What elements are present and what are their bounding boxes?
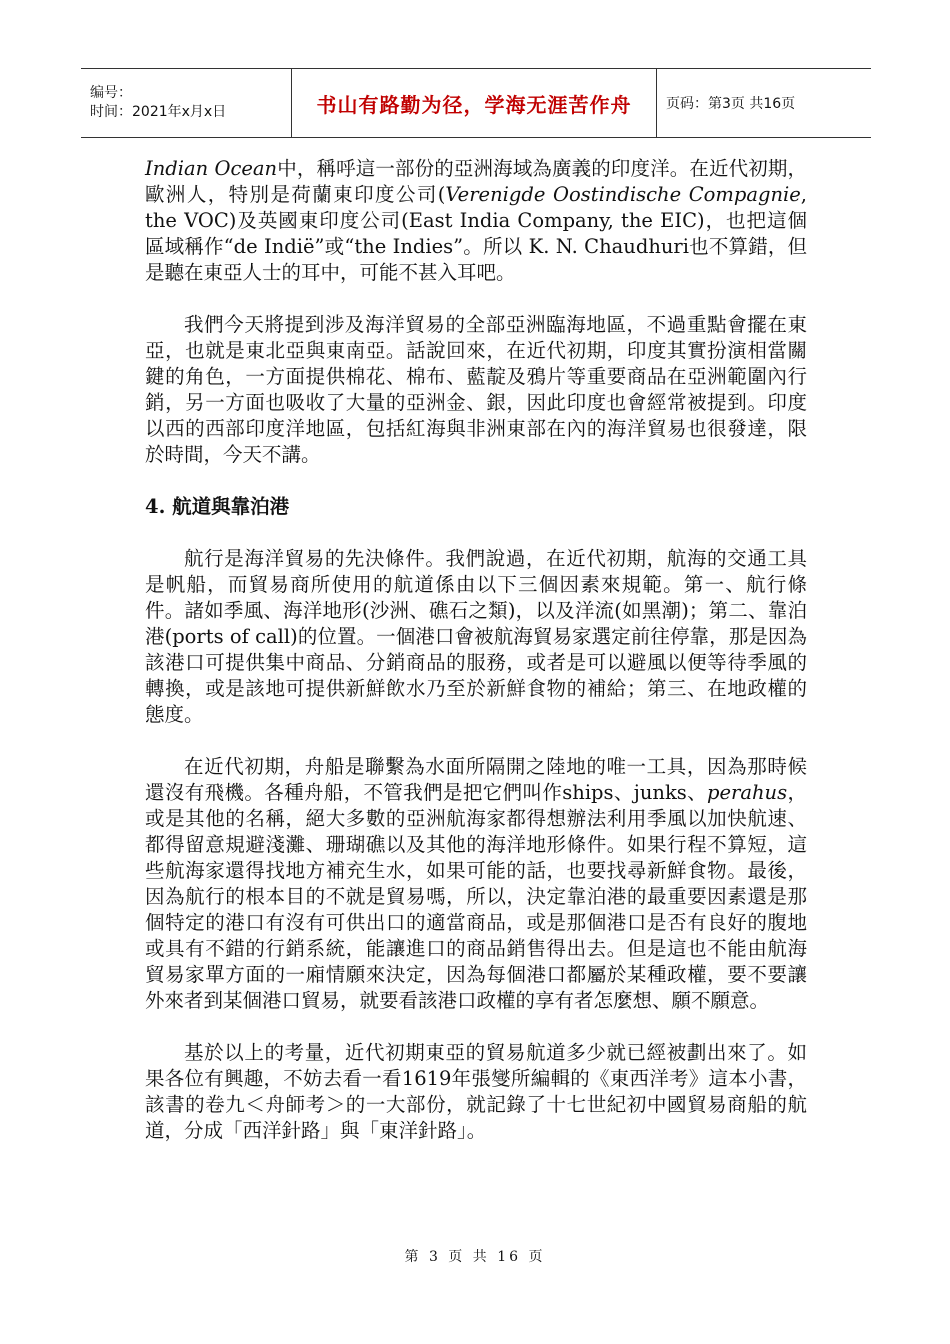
- paragraph-5: 基於以上的考量，近代初期東亞的貿易航道多少就已經被劃出來了。如果各位有興趣，不妨去看一看1619年張燮所編輯的《東西洋考》這本小書，該書的卷九＜舟師考＞的一大部份，就記錄了十七世紀初中國貿易商船的航道，分成「西洋針路」與「東洋針路」。: [145, 1041, 807, 1142]
- header-motto-cell: [292, 69, 657, 137]
- header-number: 编号：: [90, 85, 132, 101]
- header-motto: 书山有路勤为径，学海无涯苦作舟: [316, 92, 632, 117]
- italic-term: perahus: [707, 781, 788, 804]
- header-page-cell: [657, 69, 871, 137]
- paragraph-text: 中，稱呼這一部份的亞洲海域為廣義的印度洋。在近代初期，歐洲人，特別是荷蘭東印度公司(: [145, 157, 807, 206]
- paragraph-4: [145, 754, 807, 1014]
- header-meta: [81, 69, 292, 137]
- paragraph-1: [145, 156, 807, 286]
- paragraph-2: 我們今天將提到涉及海洋貿易的全部亞洲臨海地區，不過重點會擺在東亞，也就是東北亞與東南亞。話說回來，在近代初期，印度其實扮演相當關鍵的角色，一方面提供棉花、棉布、藍靛及鴉片等重要商品在亞洲範圍內行銷，另一方面也吸收了大量的亞洲金、銀，因此印度也會經常被提到。印度以西的西部印度洋地區，包括紅海與非洲東部在內的海洋貿易也很發達，限於時間，今天不講。: [145, 313, 807, 466]
- italic-term: Verenigde Oostindische Compagnie: [445, 183, 801, 206]
- italic-term: Indian Ocean: [145, 157, 278, 180]
- paragraph-text: 在近代初期，舟船是聯繫為水面所隔開之陸地的唯一工具，因為那時候還沒有飛機。各種舟船，不管我們是把它們叫作ships、junks、: [145, 755, 807, 804]
- section-heading: 4. 航道與靠泊港: [145, 495, 290, 518]
- header-page-number: 页码：第3页 共16页: [666, 96, 796, 112]
- paragraph-text: , the VOC)及英國東印度公司(East India Company, the EIC)，也把這個區域稱作“de Indië”或“the Indies”。所以 K. N. Chaudhuri也不算錯，但是聽在東亞人士的耳中，可能不甚入耳吧。: [145, 183, 807, 284]
- paragraph-3: 航行是海洋貿易的先決條件。我們說過，在近代初期，航海的交通工具是帆船，而貿易商所使用的航道係由以下三個因素來規範。第一、航行條件。諸如季風、海洋地形(沙洲、礁石之類)，以及洋流(如黑潮)；第二、靠泊港(ports of call)的位置。一個港口會被航海貿易家選定前往停靠，那是因為該港口可提供集中商品、分銷商品的服務，或者是可以避風以便等待季風的轉換，或是該地可提供新鮮飲水乃至於新鮮食物的補給；第三、在地政權的態度。: [145, 547, 807, 726]
- page-footer: 第 3 页 共 16 页: [404, 1249, 546, 1265]
- header-date: 时间：2021年x月x日: [90, 104, 227, 120]
- paragraph-text: ，或是其他的名稱，絕大多數的亞洲航海家都得想辦法利用季風以加快航速、都得留意規避淺灘、珊瑚礁以及其他的海洋地形條件。如果行程不算短，這些航海家還得找地方補充生水，如果可能的話，也要找尋新鮮食物。最後，因為航行的根本目的不就是貿易嗎，所以，決定靠泊港的最重要因素還是那個特定的港口有沒有可供出口的適當商品，或是那個港口是否有良好的腹地或具有不錯的行銷系統，能讓進口的商品銷售得出去。但是這也不能由航海貿易家單方面的一廂情願來決定，因為每個港口都屬於某種政權，要不要讓外來者到某個港口貿易，就要看該港口政權的享有者怎麼想、願不願意。: [145, 781, 807, 1012]
- page-header: [81, 68, 871, 138]
- document-body: [145, 156, 807, 1170]
